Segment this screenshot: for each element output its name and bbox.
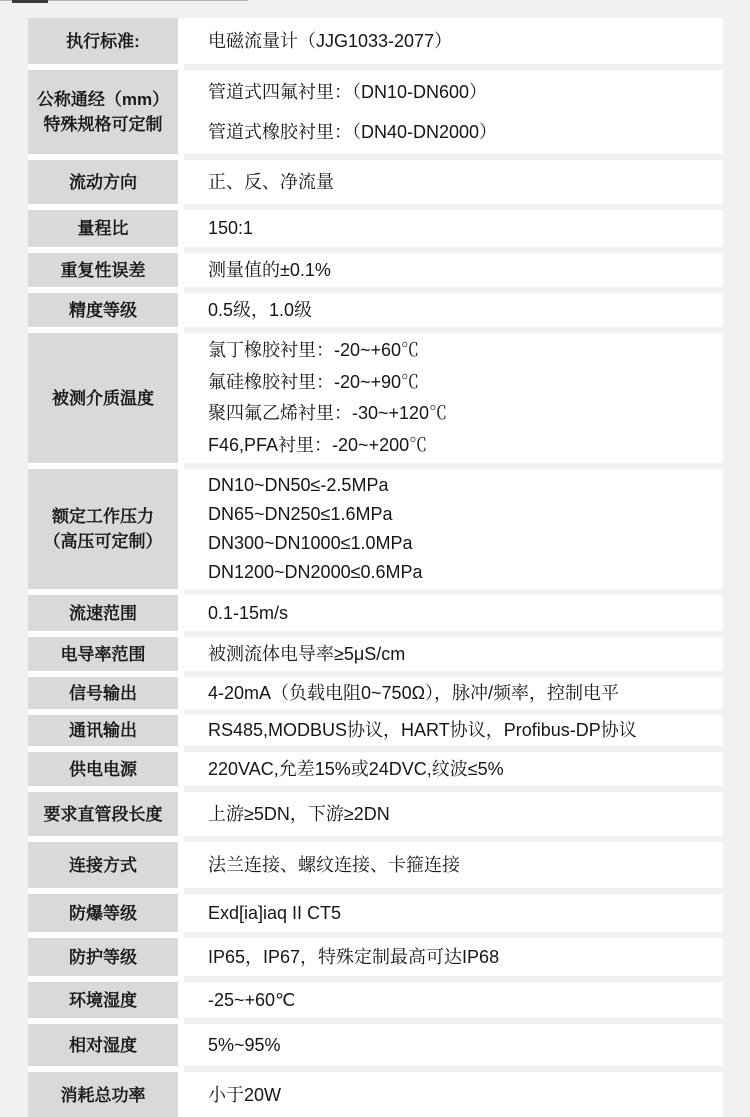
spec-label-text: 供电电源 (69, 759, 137, 779)
spec-value-cell (184, 792, 723, 836)
spec-value-text: IP65，IP67，特殊定制最高可达IP68 (208, 946, 500, 967)
spec-value-text: 220VAC,允差15%或24DVC,纹波≤5% (208, 758, 504, 779)
spec-row (28, 210, 723, 247)
spec-value-cell (184, 253, 723, 287)
spec-table (28, 18, 723, 1117)
spec-value-cell (184, 1024, 723, 1066)
spec-value-cell (184, 842, 723, 888)
spec-label-text: 额定工作压力 (52, 507, 154, 526)
spec-label-text: 要求直管段长度 (43, 804, 163, 824)
spec-label-text: 电导率范围 (60, 644, 146, 664)
spec-value-text: F46,PFA衬里：-20~+200℃ (208, 434, 428, 455)
spec-label-cell (28, 894, 178, 932)
spec-row (28, 1072, 723, 1117)
spec-row (28, 469, 723, 589)
spec-label-text: 重复性误差 (60, 260, 146, 280)
spec-label-cell (28, 293, 178, 327)
spec-label-cell (28, 70, 178, 154)
spec-value-cell (184, 637, 723, 671)
spec-label-text: 被测介质温度 (52, 388, 154, 408)
spec-label-cell (28, 637, 178, 671)
spec-label-text: 流速范围 (69, 603, 137, 623)
spec-label-text: 信号输出 (69, 683, 137, 703)
spec-row (28, 18, 723, 64)
spec-value-cell (184, 333, 723, 463)
spec-value-text: 测量值的±0.1% (208, 259, 331, 280)
spec-value-cell (184, 18, 723, 64)
spec-value-cell (184, 894, 723, 932)
spec-label-text: 精度等级 (69, 300, 137, 320)
spec-label-cell (28, 160, 178, 204)
spec-value-cell (184, 210, 723, 247)
spec-row (28, 595, 723, 631)
spec-value-text: 管道式四氟衬里：（DN10-DN600） (208, 82, 488, 102)
spec-value-cell (184, 752, 723, 786)
top-edge-artifact-dark (12, 0, 48, 3)
spec-value-text: 氟硅橡胶衬里：-20~+90℃ (208, 371, 420, 392)
spec-label-text: 流动方向 (69, 172, 137, 192)
spec-row (28, 160, 723, 204)
spec-value-cell (184, 938, 723, 976)
spec-value-text: DN10~DN50≤-2.5MPa (208, 475, 389, 495)
spec-value-text: 0.5级，1.0级 (208, 299, 313, 320)
spec-label-text: 执行标准: (66, 31, 140, 51)
spec-label-text: 消耗总功率 (60, 1085, 146, 1105)
spec-label-cell (28, 1072, 178, 1117)
spec-label-cell (28, 469, 178, 589)
spec-row (28, 982, 723, 1018)
spec-label-text: 连接方式 (69, 855, 137, 875)
spec-row (28, 894, 723, 932)
spec-value-text: DN65~DN250≤1.6MPa (208, 504, 393, 524)
spec-row (28, 70, 723, 154)
spec-row (28, 293, 723, 327)
spec-label-text: 环境湿度 (69, 990, 137, 1010)
spec-value-cell (184, 595, 723, 631)
spec-label-text: 公称通经（mm） (36, 90, 170, 109)
spec-label-cell (28, 792, 178, 836)
spec-label-text: 防护等级 (69, 947, 137, 967)
spec-value-cell (184, 70, 723, 154)
spec-label-cell (28, 210, 178, 247)
spec-row (28, 715, 723, 746)
spec-label-cell (28, 938, 178, 976)
spec-label-text: 通讯输出 (69, 721, 137, 740)
spec-row (28, 253, 723, 287)
spec-label-cell (28, 333, 178, 463)
spec-row (28, 938, 723, 976)
spec-label-cell (28, 715, 178, 746)
spec-label-text: 相对湿度 (69, 1035, 137, 1055)
spec-row (28, 677, 723, 709)
spec-value-text: 5%~95% (208, 1034, 281, 1055)
spec-value-text: 聚四氟乙烯衬里：-30~+120℃ (208, 403, 448, 423)
spec-label-cell (28, 752, 178, 786)
spec-label-cell (28, 253, 178, 287)
spec-value-text: -25~+60℃ (208, 989, 296, 1010)
spec-value-cell (184, 677, 723, 709)
spec-value-cell (184, 469, 723, 589)
spec-value-cell (184, 715, 723, 746)
spec-value-text: 管道式橡胶衬里：（DN40-DN2000） (208, 122, 498, 142)
spec-label-cell (28, 1024, 178, 1066)
spec-value-text: 上游≥5DN，下游≥2DN (208, 803, 390, 824)
spec-value-text: 150:1 (208, 218, 254, 238)
spec-value-text: 电磁流量计（JJG1033-2077） (208, 30, 453, 51)
spec-row (28, 842, 723, 888)
spec-row (28, 333, 723, 463)
spec-label-text: 特殊规格可定制 (43, 115, 163, 134)
spec-value-cell (184, 982, 723, 1018)
spec-value-text: RS485,MODBUS协议，HART协议，Profibus-DP协议 (208, 720, 637, 740)
spec-label-cell (28, 982, 178, 1018)
spec-label-cell (28, 595, 178, 631)
spec-value-cell (184, 1072, 723, 1117)
spec-row (28, 1024, 723, 1066)
spec-row (28, 752, 723, 786)
spec-value-text: 小于20W (208, 1084, 282, 1105)
spec-value-text: DN300~DN1000≤1.0MPa (208, 533, 413, 553)
spec-value-cell (184, 293, 723, 327)
spec-label-cell (28, 842, 178, 888)
spec-value-text: 0.1-15m/s (208, 602, 289, 623)
spec-label-text: 防爆等级 (69, 903, 137, 923)
spec-value-text: 4-20mA（负载电阻0~750Ω），脉冲/频率，控制电平 (208, 682, 620, 703)
spec-value-text: DN1200~DN2000≤0.6MPa (208, 562, 423, 582)
spec-value-text: 法兰连接、螺纹连接、卡箍连接 (208, 854, 460, 875)
spec-label-text: 量程比 (77, 219, 129, 238)
spec-value-text: 被测流体电导率≥5μS/cm (208, 643, 406, 664)
spec-value-text: 氯丁橡胶衬里：-20~+60℃ (208, 340, 420, 360)
spec-row (28, 637, 723, 671)
spec-label-cell (28, 677, 178, 709)
spec-value-text: 正、反、净流量 (208, 171, 334, 192)
spec-label-text: （高压可定制） (43, 532, 163, 551)
spec-row (28, 792, 723, 836)
spec-value-cell (184, 160, 723, 204)
spec-value-text: Exd[ia]iaq II CT5 (208, 902, 342, 923)
spec-label-cell (28, 18, 178, 64)
